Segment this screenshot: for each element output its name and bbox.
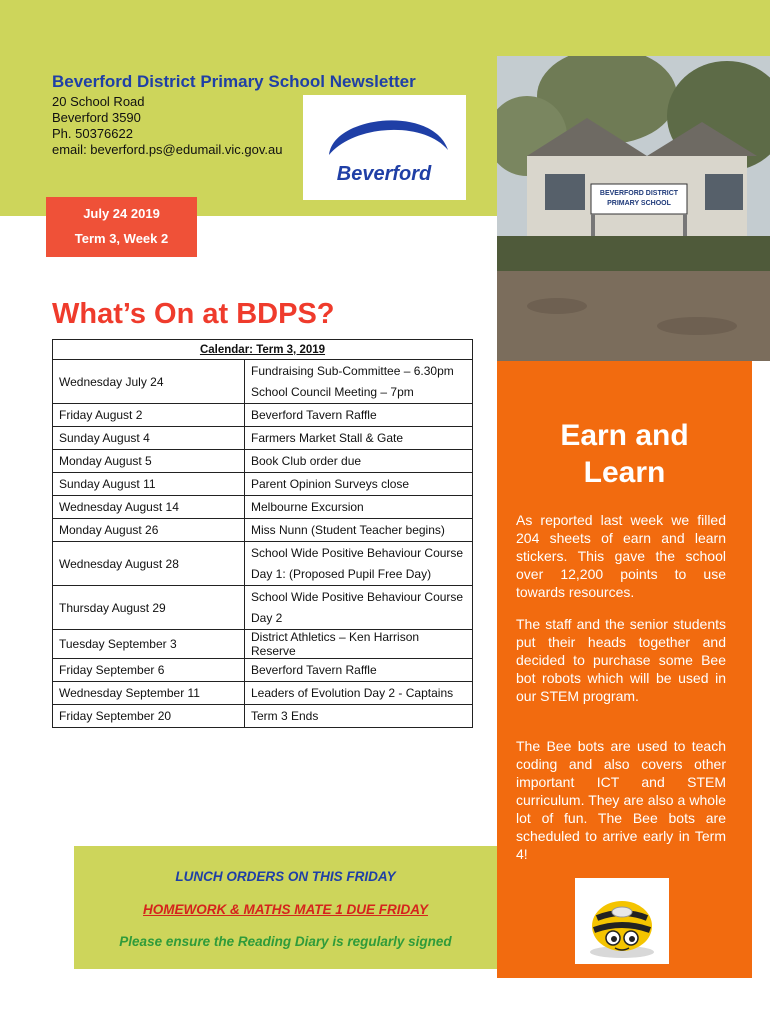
calendar-event-line: Term 3 Ends [251, 709, 319, 723]
calendar-row [53, 542, 473, 586]
calendar-row [53, 519, 473, 542]
calendar-event [245, 360, 473, 404]
calendar-row [53, 473, 473, 496]
calendar-date: Friday September 6 [53, 659, 245, 682]
calendar-event-line: School Council Meeting – 7pm [251, 384, 414, 399]
calendar-row [53, 496, 473, 519]
earn-title-line-2: Learn [583, 456, 666, 489]
reading-diary-notice: Please ensure the Reading Diary is regularly signed [119, 934, 452, 949]
calendar-event [245, 682, 473, 705]
calendar-row [53, 427, 473, 450]
earn-learn-title [497, 417, 752, 491]
calendar-event-line: Book Club order due [251, 454, 362, 468]
calendar-row [53, 360, 473, 404]
calendar-event [245, 630, 473, 659]
calendar-event-line: Beverford Tavern Raffle [251, 663, 377, 677]
earn-paragraph-3: The Bee bots are used to teach coding and also covers other important ICT and STEM curriculum. They are also a whole lot of fun. The Bee bots are scheduled to arrive early in Term 4! [516, 738, 726, 862]
calendar-title: Calendar: Term 3, 2019 [53, 340, 473, 360]
calendar-row [53, 630, 473, 659]
earn-title-line-1: Earn and [560, 419, 689, 452]
calendar-date: Friday August 2 [53, 404, 245, 427]
bee-bot-icon [575, 878, 669, 964]
calendar-event-line: Fundraising Sub-Committee – 6.30pm [251, 363, 454, 378]
address-line-2: Beverford 3590 [52, 110, 141, 125]
calendar-row [53, 659, 473, 682]
earn-paragraph-1: As reported last week we filled 204 sheets of earn and learn stickers. This gave the school over 12,200 points to use towards resources. [516, 512, 726, 600]
calendar-event-line: Miss Nunn (Student Teacher begins) [251, 523, 445, 537]
school-logo [303, 95, 466, 200]
calendar-event [245, 473, 473, 496]
homework-notice: HOMEWORK & MATHS MATE 1 DUE FRIDAY [143, 902, 428, 917]
calendar-row [53, 404, 473, 427]
term-week: Term 3, Week 2 [74, 231, 169, 246]
calendar-date: Friday September 20 [53, 705, 245, 728]
school-building-image [497, 56, 770, 361]
calendar-event [245, 542, 473, 586]
calendar-event [245, 586, 473, 630]
calendar-event-line: Beverford Tavern Raffle [251, 408, 377, 422]
school-building-photo [497, 56, 770, 361]
email-address: email: beverford.ps@edumail.vic.gov.au [52, 142, 283, 157]
calendar-event-line: Parent Opinion Surveys close [251, 477, 410, 491]
issue-date: July 24 2019 [83, 206, 160, 221]
calendar-event-line: Farmers Market Stall & Gate [251, 431, 404, 445]
calendar-event-line: Melbourne Excursion [251, 500, 364, 514]
calendar-event-line: School Wide Positive Behaviour Course [251, 589, 464, 604]
school-title: Beverford District Primary School Newsletter [52, 72, 416, 91]
calendar-date: Tuesday September 3 [53, 630, 245, 659]
calendar-row [53, 586, 473, 630]
phone-number: Ph. 50376622 [52, 126, 133, 141]
notices-box [74, 846, 497, 969]
calendar-date: Monday August 26 [53, 519, 245, 542]
calendar-event-line: Day 1: (Proposed Pupil Free Day) [251, 566, 432, 581]
calendar-date: Sunday August 11 [53, 473, 245, 496]
lunch-orders-notice: LUNCH ORDERS ON THIS FRIDAY [175, 869, 396, 884]
logo-text: Beverford [336, 163, 432, 185]
calendar-row [53, 682, 473, 705]
calendar-event-line: School Wide Positive Behaviour Course [251, 545, 464, 560]
calendar-date: Wednesday July 24 [53, 360, 245, 404]
calendar-event-line: Day 2 [251, 610, 283, 625]
calendar-event [245, 705, 473, 728]
calendar-event [245, 427, 473, 450]
calendar-row [53, 450, 473, 473]
whats-on-heading: What’s On at BDPS? [52, 298, 335, 330]
bee-bot-image [575, 878, 669, 964]
calendar-event-line: Leaders of Evolution Day 2 - Captains [251, 686, 454, 700]
calendar-event-line: District Athletics – Ken Harrison Reserve [251, 630, 420, 658]
calendar-date: Monday August 5 [53, 450, 245, 473]
sign-line-1: BEVERFORD DISTRICT [599, 190, 679, 197]
calendar-event [245, 450, 473, 473]
earn-paragraph-2: The staff and the senior students put their heads together and decided to purchase some Bee bot robots which will be used in our STEM program. [516, 616, 726, 704]
issue-date-box [46, 197, 197, 257]
address-line-1: 20 School Road [52, 94, 145, 109]
sign-line-2: PRIMARY SCHOOL [607, 200, 671, 207]
calendar-event [245, 496, 473, 519]
term-calendar-table [52, 339, 473, 728]
calendar-date: Wednesday August 14 [53, 496, 245, 519]
calendar-date: Thursday August 29 [53, 586, 245, 630]
calendar-row [53, 705, 473, 728]
calendar-date: Wednesday September 11 [53, 682, 245, 705]
calendar-event [245, 404, 473, 427]
calendar-event [245, 659, 473, 682]
calendar-date: Sunday August 4 [53, 427, 245, 450]
top-green-band [0, 0, 770, 56]
calendar-event [245, 519, 473, 542]
logo-swoosh-icon [303, 95, 466, 200]
calendar-date: Wednesday August 28 [53, 542, 245, 586]
